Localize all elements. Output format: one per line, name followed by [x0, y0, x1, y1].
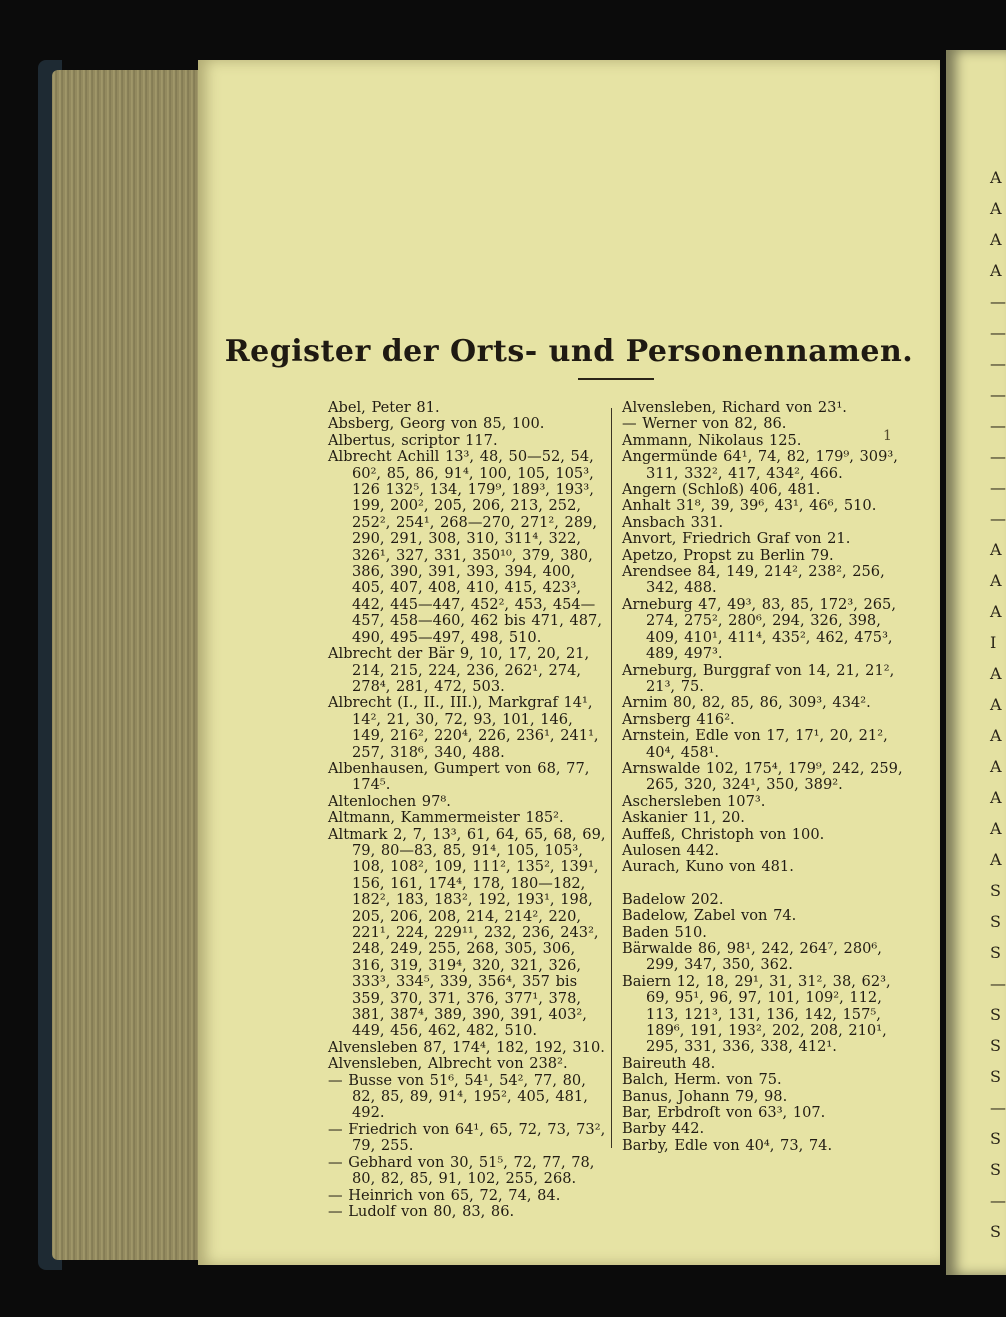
- index-entry: Arendsee 84, 149, 214², 238², 256, 342, 488.: [622, 563, 885, 597]
- index-entry: Albertus, scriptor 117.: [328, 431, 498, 449]
- index-entry: Alvensleben, Richard von 23¹.: [622, 399, 847, 416]
- index-entry: Barby 442.: [622, 1120, 705, 1138]
- index-entry: Askanier 11, 20.: [622, 809, 745, 827]
- index-entry: Albrecht Achill 13³, 48, 50—52, 54, 60², 85, 86, 91⁴, 100, 105, 105³, 126 132⁵, 134, 179⁹, 189³, 193³, 199, 200², 205, 206, 213, 252, 252², 254¹, 268—270, 271², 289, 290, 291, 308, 310, 311⁴, 322, 326¹, 327, 331, 350¹⁰, 379, 380, 386, 390, 391, 393, 394, 400, 405, 407, 408, 410, 415, 423³, 442, 445—447, 452², 453, 454—457, 458—460, 462 bis 471, 487, 490, 495—497, 498, 510.: [328, 448, 602, 646]
- index-entry: Arneburg 47, 49³, 83, 85, 172³, 265, 274, 275², 280⁶, 294, 326, 398, 409, 410¹, 411⁴, 435², 462, 475³, 489, 497³.: [622, 595, 896, 663]
- adjacent-page-glyph: S: [990, 881, 1001, 900]
- index-entry: Baiern 12, 18, 29¹, 31, 31², 38, 62³, 69, 95¹, 96, 97, 101, 109², 112, 113, 121³, 131, 136, 142, 157⁵, 189⁶, 191, 193², 202, 208, 210¹, 295, 331, 336, 338, 412¹.: [622, 972, 891, 1056]
- adjacent-page-glyph: S: [990, 1067, 1001, 1086]
- adjacent-page-glyph: A: [990, 819, 1002, 838]
- index-entry: Albenhausen, Gumpert von 68, 77, 174⁵.: [328, 759, 590, 794]
- index-entry: Ansbach 331.: [622, 513, 724, 531]
- index-entry: Altenlochen 97⁸.: [328, 792, 451, 810]
- adjacent-page-glyph: —: [990, 1098, 1006, 1117]
- index-entry: Albrecht (I., II., III.), Markgraf 14¹, 14², 21, 30, 72, 93, 101, 146, 149, 216², 220⁴, 226, 236¹, 241¹, 257, 318⁶, 340, 488.: [328, 694, 599, 761]
- adjacent-page-glyph: A: [990, 571, 1002, 590]
- adjacent-page-glyph: A: [990, 199, 1002, 218]
- book-page-edges: [52, 70, 202, 1260]
- adjacent-page-glyph: —: [990, 478, 1006, 497]
- adjacent-page-glyph: S: [990, 1036, 1001, 1055]
- adjacent-page-glyph: S: [990, 943, 1001, 962]
- adjacent-page-glyph: A: [990, 757, 1002, 776]
- index-entry: — Werner von 82, 86.: [622, 415, 787, 433]
- index-entry: Ammann, Nikolaus 125.: [622, 431, 802, 449]
- index-entry: Arnim 80, 82, 85, 86, 309³, 434².: [622, 694, 871, 712]
- index-entry: Altmann, Kammermeister 185².: [328, 809, 564, 827]
- index-entry: Badelow, Zabel von 74.: [622, 907, 797, 925]
- index-entry: Baden 510.: [622, 923, 707, 941]
- index-entry: Aurach, Kuno von 481.: [622, 858, 794, 876]
- adjacent-page-glyph: A: [990, 261, 1002, 280]
- adjacent-page-glyph: S: [990, 1222, 1001, 1241]
- adjacent-page-glyph: A: [990, 230, 1002, 249]
- adjacent-page-glyph: —: [990, 509, 1006, 528]
- index-entry: Balch, Herm. von 75.: [622, 1071, 782, 1089]
- index-entry: Arnstein, Edle von 17, 17¹, 20, 21², 40⁴, 458¹.: [622, 727, 888, 761]
- adjacent-page-glyph: S: [990, 1005, 1001, 1024]
- index-entry: Arnsberg 416².: [622, 710, 735, 728]
- adjacent-page-glyph: S: [990, 1160, 1001, 1179]
- adjacent-page-glyph: A: [990, 788, 1002, 807]
- adjacent-page-glyph: A: [990, 726, 1002, 745]
- index-entry: — Ludolf von 80, 83, 86.: [328, 1202, 515, 1220]
- adjacent-page-glyph: —: [990, 974, 1006, 993]
- index-entry: — Friedrich von 64¹, 65, 72, 73, 73², 79, 255.: [328, 1120, 606, 1155]
- title-rule: [578, 378, 654, 380]
- adjacent-page-glyph: —: [990, 447, 1006, 466]
- adjacent-page-glyph: —: [990, 354, 1006, 373]
- index-entry: Arnswalde 102, 175⁴, 179⁹, 242, 259, 265, 320, 324¹, 350, 389².: [622, 759, 903, 794]
- index-entry: Banus, Johann 79, 98.: [622, 1087, 788, 1105]
- index-entry: — Busse von 51⁶, 54¹, 54², 77, 80, 82, 85, 89, 91⁴, 195², 405, 481, 492.: [328, 1071, 588, 1122]
- index-entry: Anvort, Friedrich Graf von 21.: [622, 530, 851, 548]
- adjacent-page-glyph: A: [990, 695, 1002, 714]
- adjacent-page-glyph: S: [990, 1129, 1001, 1148]
- adjacent-page-glyph: S: [990, 912, 1001, 931]
- index-entry: Aschersleben 107³.: [622, 792, 766, 810]
- index-column-left: [328, 400, 606, 1220]
- adjacent-page-glyph: A: [990, 168, 1002, 187]
- index-entry: Baireuth 48.: [622, 1054, 716, 1072]
- adjacent-page-glyph: A: [990, 540, 1002, 559]
- index-entry: Arneburg, Burggraf von 14, 21, 21², 21³, 75.: [622, 661, 895, 695]
- index-entry: — Gebhard von 30, 51⁵, 72, 77, 78, 80, 82, 85, 91, 102, 255, 268.: [328, 1153, 595, 1188]
- index-entry: — Heinrich von 65, 72, 74, 84.: [328, 1186, 561, 1204]
- index-column-right: [622, 400, 906, 1154]
- adjacent-page-glyph: A: [990, 602, 1002, 621]
- index-entry: Angern (Schloß) 406, 481.: [622, 481, 821, 499]
- index-entry: Barby, Edle von 40⁴, 73, 74.: [622, 1136, 833, 1154]
- index-entry: Bar, Erbdroſt von 63³, 107.: [622, 1104, 826, 1122]
- index-entry: Auffeß, Christoph von 100.: [622, 825, 825, 843]
- adjacent-page-glyph: —: [990, 323, 1006, 342]
- adjacent-page-glyph: A: [990, 850, 1002, 869]
- index-entry: Anhalt 31⁸, 39, 39⁶, 43¹, 46⁶, 510.: [622, 497, 877, 515]
- adjacent-page-glyph: —: [990, 385, 1006, 404]
- adjacent-page-glyph: —: [990, 292, 1006, 311]
- adjacent-page-glyph: A: [990, 664, 1002, 683]
- adjacent-page-glyph: —: [990, 1191, 1006, 1210]
- index-entry: Albrecht der Bär 9, 10, 17, 20, 21, 214, 215, 224, 236, 262¹, 274, 278⁴, 281, 472, 503.: [328, 645, 590, 695]
- signature-mark: 1: [883, 428, 892, 444]
- index-entry: Angermünde 64¹, 74, 82, 179⁹, 309³, 311, 332², 417, 434², 466.: [622, 448, 898, 482]
- index-entry: Apetzo, Propst zu Berlin 79.: [622, 546, 834, 564]
- index-entry: Aulosen 442.: [622, 841, 720, 859]
- adjacent-page-glyph: —: [990, 416, 1006, 435]
- index-entry: Bärwalde 86, 98¹, 242, 264⁷, 280⁶, 299, 347, 350, 362.: [622, 940, 882, 974]
- index-entry: Altmark 2, 7, 13³, 61, 64, 65, 68, 69, 79, 80—83, 85, 91⁴, 105, 105³, 108, 108², 109, 111², 135², 139¹, 156, 161, 174⁴, 178, 180—182, 182², 183, 183², 192, 193¹, 198, 205, 206, 208, 214, 214², 220, 221¹, 224, 229¹¹, 232, 236, 243², 248, 249, 255, 268, 305, 306, 316, 319, 319⁴, 320, 321, 326, 333³, 334⁵, 339, 356⁴, 357 bis 359, 370, 371, 376, 377¹, 378, 381, 387⁴, 389, 390, 391, 403², 449, 456, 462, 482, 510.: [328, 825, 606, 1040]
- index-entry: Alvensleben, Albrecht von 238².: [328, 1055, 568, 1073]
- column-divider: [611, 408, 612, 1148]
- adjacent-page-fragment: [946, 50, 1006, 1275]
- index-entry: Abel, Peter 81.: [328, 399, 440, 416]
- page-title: Register der Orts- und Personennamen.: [224, 334, 914, 369]
- index-entry: Badelow 202.: [622, 890, 724, 908]
- adjacent-page-glyph: I: [990, 633, 997, 652]
- index-entry: Absberg, Georg von 85, 100.: [328, 415, 545, 433]
- index-entry: Alvensleben 87, 174⁴, 182, 192, 310.: [328, 1038, 605, 1056]
